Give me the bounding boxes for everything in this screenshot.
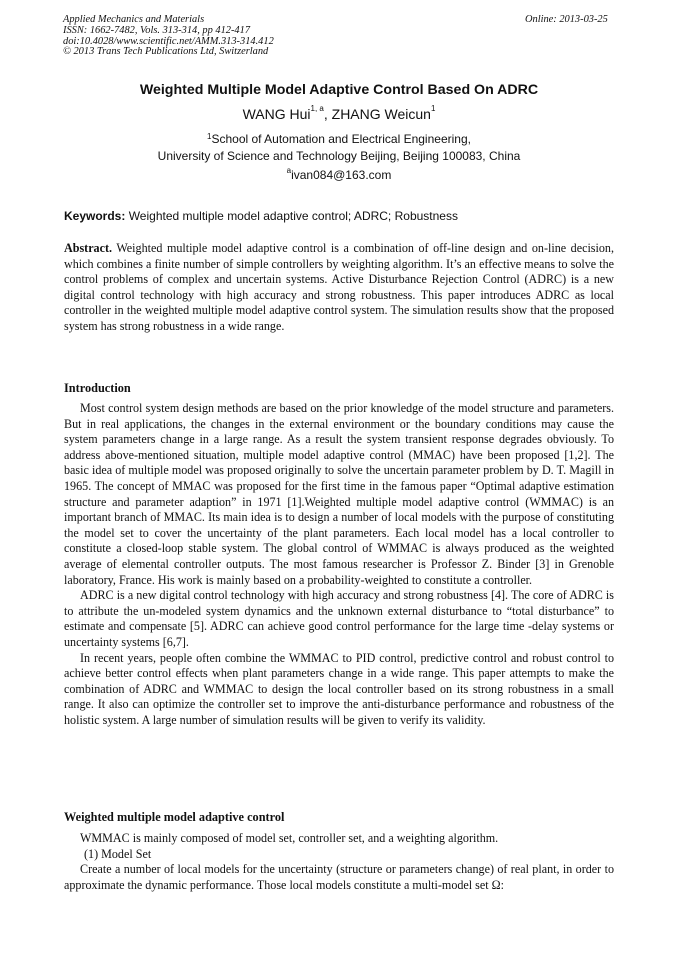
- intro-paragraph-1: Most control system design methods are based on the prior knowledge of the model structure and parameters. But in real applications, the changes in the external environment or the boundary conditions may cause the system parameters change in a large range. As a result the system transient response degrades obviously. To address above-mentioned situation, multiple model adaptive control (MMAC) have been proposed [1,2]. The basic idea of multiple model was proposed originally to solve the uncertain parameter problem by D. T. Magill in 1965. The concept of MMAC was proposed for the first time in the famous paper “Optimal adaptive estimation structure and parameter adaption” in 1971 [1].Weighted multiple model adaptive control (WMMAC) is an important branch of MMAC. Its main idea is to design a number of local models with the purpose of constituting the model set to cover the uncertainty of the plant parameters. Each local model has a local controller to constitute a closed-loop stable system. The global control of WMMAC is always produced as the weighted average of elemental controller outputs. The most famous researcher is Professor Z. Binder [3] in Grenoble laboratory, France. His work is mainly based on a probability-weighted to constitute a controller.: [64, 401, 614, 587]
- affiliation-line-1: School of Automation and Electrical Engineering,: [211, 132, 471, 146]
- wmmac-paragraph-2: Create a number of local models for the uncertainty (structure or parameters change) of real plant, in order to approximate the dynamic performance. Those local models constitute a multi-model set Ω:: [64, 862, 614, 892]
- introduction-heading: Introduction: [64, 381, 131, 395]
- affiliation-line-2: University of Science and Technology Beijing, Beijing 100083, China: [157, 148, 521, 163]
- author-1-sup: 1, a: [310, 104, 324, 113]
- affiliation-sup: 1: [207, 132, 212, 141]
- wmmac-body: [64, 831, 614, 893]
- keywords: [64, 209, 458, 223]
- author-2-sup: 1: [430, 104, 436, 113]
- wmmac-paragraph-1: WMMAC is mainly composed of model set, controller set, and a weighting algorithm.: [80, 831, 499, 845]
- author-2: ZHANG Weicun: [331, 106, 431, 122]
- author-separator: ,: [323, 106, 332, 122]
- introduction-body: [64, 401, 614, 728]
- wmmac-heading: Weighted multiple model adaptive control: [64, 810, 285, 824]
- intro-paragraph-2: ADRC is a new digital control technology with high accuracy and strong robustness [4]. The core of ADRC is to attribute the un-modeled system dynamics and the unknown external disturbance to “total disturbance” to estimate and compensate [5]. ADRC can achieve good control performance for the large time -delay systems or uncertainty systems [6,7].: [64, 588, 614, 649]
- abstract-label: Abstract.: [64, 241, 113, 255]
- abstract: [64, 241, 614, 335]
- email-line: [0, 168, 678, 182]
- copyright: © 2013 Trans Tech Publications Ltd, Switzerland: [63, 46, 269, 58]
- keywords-text: Weighted multiple model adaptive control; ADRC; Robustness: [125, 209, 458, 223]
- journal-header: [63, 15, 274, 58]
- issn: ISSN: 1662-7482, Vols. 313-314, pp 412-417: [63, 24, 251, 36]
- intro-paragraph-3: In recent years, people often combine the WMMAC to PID control, predictive control and robust control to achieve better control effects when plant parameters change in a wide range. This paper attempts to make the combination of ADRC and WMMAC to design the local controller based on its strong robustness in a small range. It also can optimize the controller set to improve the anti-disturbance performance and robustness of the holistic system. A large number of simulation results will be given to verify its validity.: [64, 650, 614, 727]
- email-sup: a: [286, 166, 292, 175]
- keywords-label: Keywords:: [64, 209, 126, 223]
- author-line: [0, 106, 678, 122]
- journal-name: Applied Mechanics and Materials: [63, 14, 205, 25]
- paper-title: Weighted Multiple Model Adaptive Control Based On ADRC: [139, 82, 539, 98]
- abstract-text: Weighted multiple model adaptive control is a combination of off-line design and on-line decision, which combines a finite number of simple controllers by weighting algorithm. It’s an effective means to solve the control problems of complex and uncertain systems. Active Disturbance Rejection Control (ADRC) is a new digital control technology with high accuracy and strong robustness. This paper introduces ADRC as local controller in the weighted multiple model adaptive control system. The simulation results show that the proposed system has strong robustness in a wide range.: [64, 241, 614, 333]
- author-1: WANG Hui: [242, 106, 311, 122]
- email-address: ivan084@163.com: [291, 168, 392, 182]
- online-date: Online: 2013-03-25: [525, 14, 608, 25]
- doi: doi:10.4028/www.scientific.net/AMM.313-314.412: [63, 35, 274, 47]
- wmmac-subheading: (1) Model Set: [84, 846, 152, 861]
- affiliation: [0, 131, 678, 164]
